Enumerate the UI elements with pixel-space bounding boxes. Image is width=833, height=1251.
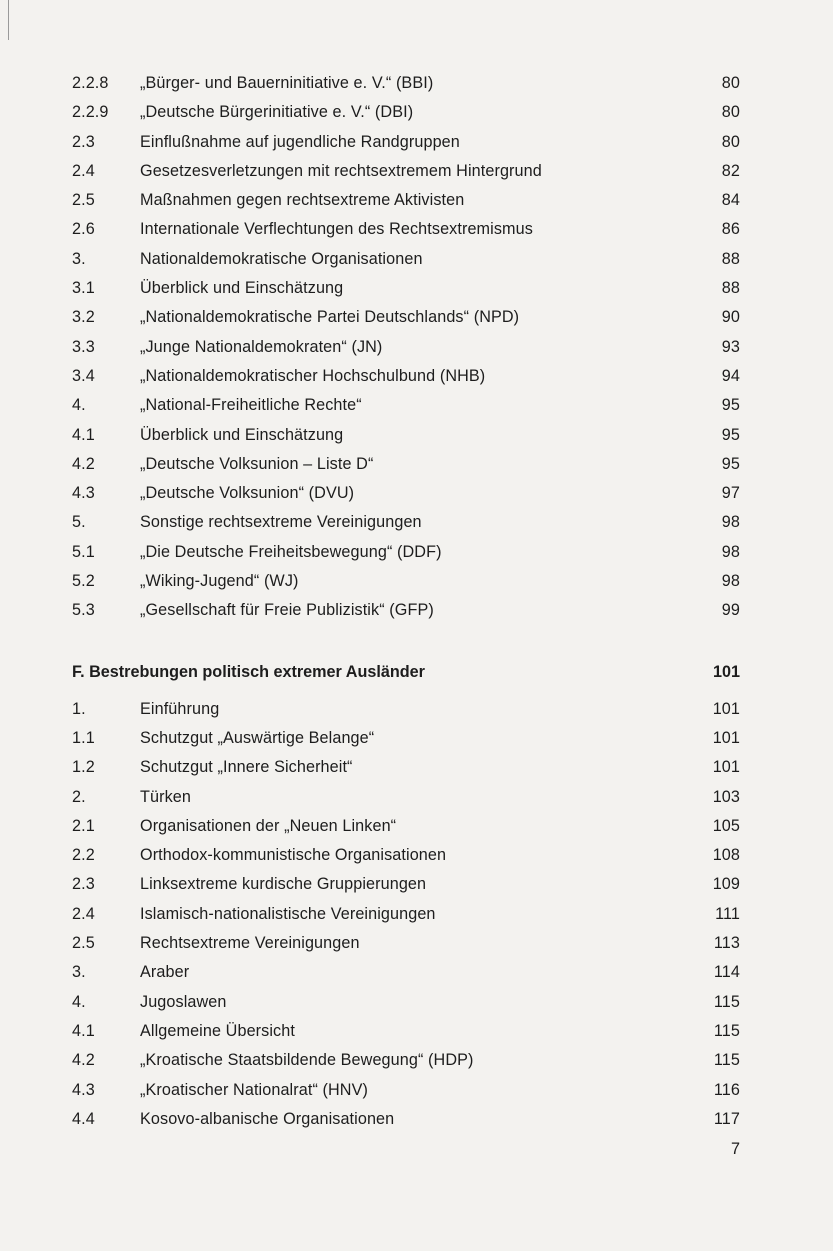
toc-entry-title: Allgemeine Übersicht — [140, 1021, 295, 1040]
toc-entry — [72, 1110, 740, 1139]
toc-entry-number: 4.3 — [72, 484, 95, 503]
toc-entry-page: 114 — [713, 963, 740, 982]
toc-entry-title: „Kroatischer Nationalrat“ (HNV) — [140, 1080, 368, 1099]
toc-entry-title: Jugoslawen — [140, 992, 227, 1011]
section-heading-f — [72, 663, 740, 682]
toc-entry-number: 3.3 — [72, 337, 95, 356]
toc-entry-number: 2.2.9 — [72, 103, 109, 122]
toc-entry-title: „Junge Nationaldemokraten“ (JN) — [140, 337, 383, 356]
toc-entry-title: Organisationen der „Neuen Linken“ — [140, 816, 397, 835]
toc-entry — [72, 513, 740, 542]
toc-entry-page: 117 — [713, 1109, 740, 1128]
toc-entry-number: 2.2 — [72, 846, 95, 865]
toc-entry — [72, 1022, 740, 1051]
toc-entry — [72, 729, 740, 758]
toc-entry-page: 98 — [721, 572, 740, 591]
toc-entry-title: Überblick und Einschätzung — [140, 425, 344, 444]
toc-entry — [72, 103, 740, 132]
toc-entry-title: „Die Deutsche Freiheitsbewegung“ (DDF) — [140, 542, 442, 561]
toc-entry-number: 2.3 — [72, 132, 95, 151]
toc-entry-number: 1.1 — [72, 728, 95, 747]
toc-entry-number: 4.1 — [72, 1021, 95, 1040]
toc-entry-number: 4.3 — [72, 1080, 95, 1099]
toc-entry-title: Gesetzesverletzungen mit rechtsextremem Hintergrund — [140, 161, 542, 180]
toc-entry-title: Araber — [140, 963, 190, 982]
toc-entry — [72, 484, 740, 513]
toc-entry — [72, 700, 740, 729]
toc-entry — [72, 817, 740, 846]
toc-entry-number: 2.5 — [72, 191, 95, 210]
toc-entry-number: 4. — [72, 992, 86, 1011]
section-heading-title: F. Bestrebungen politisch extremer Ausländer — [72, 662, 425, 681]
toc-part-2 — [72, 700, 740, 1139]
toc-entry — [72, 788, 740, 817]
toc-entry-page: 101 — [712, 728, 740, 747]
toc-entry-title: „Deutsche Volksunion“ (DVU) — [140, 484, 355, 503]
toc-entry — [72, 426, 740, 455]
toc-entry-title: „Nationaldemokratischer Hochschulbund (NHB) — [140, 366, 486, 385]
toc-entry-page: 115 — [713, 1051, 740, 1070]
toc-entry-title: Orthodox-kommunistische Organisationen — [140, 846, 447, 865]
toc-entry-title: Einführung — [140, 699, 220, 718]
toc-entry — [72, 1081, 740, 1110]
toc-entry-page: 103 — [712, 787, 740, 806]
toc-entry-title: Schutzgut „Innere Sicherheit“ — [140, 758, 353, 777]
toc-entry — [72, 1051, 740, 1080]
toc-entry-number: 2.5 — [72, 934, 95, 953]
toc-entry-title: „Gesellschaft für Freie Publizistik“ (GFP) — [140, 601, 434, 620]
toc-entry-page: 98 — [721, 513, 740, 532]
toc-entry — [72, 162, 740, 191]
toc-entry-number: 2.2.8 — [72, 74, 109, 92]
toc-entry-page: 109 — [712, 875, 740, 894]
toc-entry-page: 82 — [721, 161, 740, 180]
toc-entry-title: Einflußnahme auf jugendliche Randgruppen — [140, 132, 460, 151]
toc-entry-title: Kosovo-albanische Organisationen — [140, 1109, 395, 1128]
toc-entry-page: 80 — [721, 103, 740, 122]
toc-entry — [72, 934, 740, 963]
toc-entry-number: 2.6 — [72, 220, 95, 239]
toc-entry-number: 4. — [72, 396, 86, 415]
toc-entry-title: Sonstige rechtsextreme Vereinigungen — [140, 513, 422, 532]
toc-entry-title: Nationaldemokratische Organisationen — [140, 249, 423, 268]
toc-entry-number: 1.2 — [72, 758, 95, 777]
toc-entry-title: „National-Freiheitliche Rechte“ — [140, 396, 362, 415]
toc-entry-page: 113 — [713, 934, 740, 953]
toc-entry-page: 84 — [721, 191, 740, 210]
toc-entry-number: 2.1 — [72, 816, 95, 835]
toc-entry-number: 3. — [72, 249, 86, 268]
toc-entry-title: Maßnahmen gegen rechtsextreme Aktivisten — [140, 191, 465, 210]
toc-entry-number: 2.3 — [72, 875, 95, 894]
toc-entry-number: 4.1 — [72, 425, 95, 444]
toc-entry-page: 80 — [721, 132, 740, 151]
toc-entry-page: 95 — [721, 454, 740, 473]
toc-entry — [72, 220, 740, 249]
toc-entry-title: „Deutsche Volksunion – Liste D“ — [140, 454, 374, 473]
toc-entry-title: Internationale Verflechtungen des Rechtsextremismus — [140, 220, 533, 239]
toc-entry — [72, 875, 740, 904]
toc-entry-page: 94 — [721, 366, 740, 385]
toc-entry — [72, 191, 740, 220]
toc-entry-number: 3.4 — [72, 366, 95, 385]
page-number: 7 — [730, 1140, 740, 1158]
toc-entry-number: 2.4 — [72, 161, 95, 180]
section-heading-page: 101 — [712, 662, 740, 681]
toc-entry-number: 3.1 — [72, 279, 95, 298]
toc-entry-page: 111 — [715, 904, 740, 923]
toc-entry — [72, 250, 740, 279]
toc-entry-number: 4.2 — [72, 454, 95, 473]
toc-part-1 — [72, 74, 740, 631]
toc-entry-title: Türken — [140, 787, 191, 806]
toc-entry-title: Schutzgut „Auswärtige Belange“ — [140, 728, 375, 747]
toc-entry-number: 5.1 — [72, 542, 95, 561]
toc-entry-page: 88 — [721, 249, 740, 268]
toc-entry-page: 95 — [721, 396, 740, 415]
toc-entry-number: 2. — [72, 787, 86, 806]
toc-entry — [72, 367, 740, 396]
toc-entry — [72, 993, 740, 1022]
toc-entry-page: 86 — [721, 220, 740, 239]
toc-entry — [72, 74, 740, 103]
toc-entry — [72, 308, 740, 337]
toc-entry-title: Rechtsextreme Vereinigungen — [140, 934, 360, 953]
toc-entry — [72, 396, 740, 425]
toc-entry-title: „Deutsche Bürgerinitiative e. V.“ (DBI) — [140, 103, 414, 122]
toc-entry-page: 105 — [712, 816, 740, 835]
toc-entry-number: 4.2 — [72, 1051, 95, 1070]
toc-entry-page: 95 — [721, 425, 740, 444]
toc-entry-number: 3.2 — [72, 308, 95, 327]
toc-entry-number: 5.3 — [72, 601, 95, 620]
toc-entry — [72, 133, 740, 162]
toc-entry — [72, 758, 740, 787]
toc-entry-page: 101 — [712, 758, 740, 777]
toc-entry-title: Islamisch-nationalistische Vereinigungen — [140, 904, 436, 923]
toc-entry-page: 98 — [721, 542, 740, 561]
toc-entry — [72, 846, 740, 875]
toc-entry — [72, 572, 740, 601]
toc-entry-page: 93 — [721, 337, 740, 356]
page-edge-line — [8, 0, 9, 40]
toc-entry-page: 108 — [712, 846, 740, 865]
table-of-contents — [72, 74, 740, 1139]
toc-entry-number: 3. — [72, 963, 86, 982]
toc-entry-page: 115 — [713, 1021, 740, 1040]
toc-entry-page: 116 — [713, 1080, 740, 1099]
toc-entry — [72, 963, 740, 992]
toc-entry-number: 2.4 — [72, 904, 95, 923]
toc-entry-title: Überblick und Einschätzung — [140, 279, 344, 298]
toc-entry-title: „Kroatische Staatsbildende Bewegung“ (HDP) — [140, 1051, 474, 1070]
toc-entry-number: 1. — [72, 699, 86, 718]
toc-entry-page: 90 — [721, 308, 740, 327]
toc-entry-page: 101 — [712, 699, 740, 718]
toc-entry-title: „Bürger- und Bauerninitiative e. V.“ (BBI) — [140, 74, 434, 92]
toc-entry-page: 80 — [721, 74, 740, 92]
toc-entry-number: 4.4 — [72, 1109, 95, 1128]
toc-entry — [72, 338, 740, 367]
toc-entry-title: „Nationaldemokratische Partei Deutschlands“ (NPD) — [140, 308, 520, 327]
toc-entry — [72, 905, 740, 934]
toc-entry-page: 99 — [721, 601, 740, 620]
toc-entry — [72, 543, 740, 572]
toc-entry — [72, 455, 740, 484]
toc-entry-number: 5.2 — [72, 572, 95, 591]
toc-entry-page: 97 — [721, 484, 740, 503]
toc-entry-title: Linksextreme kurdische Gruppierungen — [140, 875, 427, 894]
toc-entry-page: 115 — [713, 992, 740, 1011]
toc-entry-number: 5. — [72, 513, 86, 532]
toc-entry — [72, 279, 740, 308]
toc-entry-title: „Wiking-Jugend“ (WJ) — [140, 572, 299, 591]
toc-entry — [72, 601, 740, 630]
toc-entry-page: 88 — [721, 279, 740, 298]
